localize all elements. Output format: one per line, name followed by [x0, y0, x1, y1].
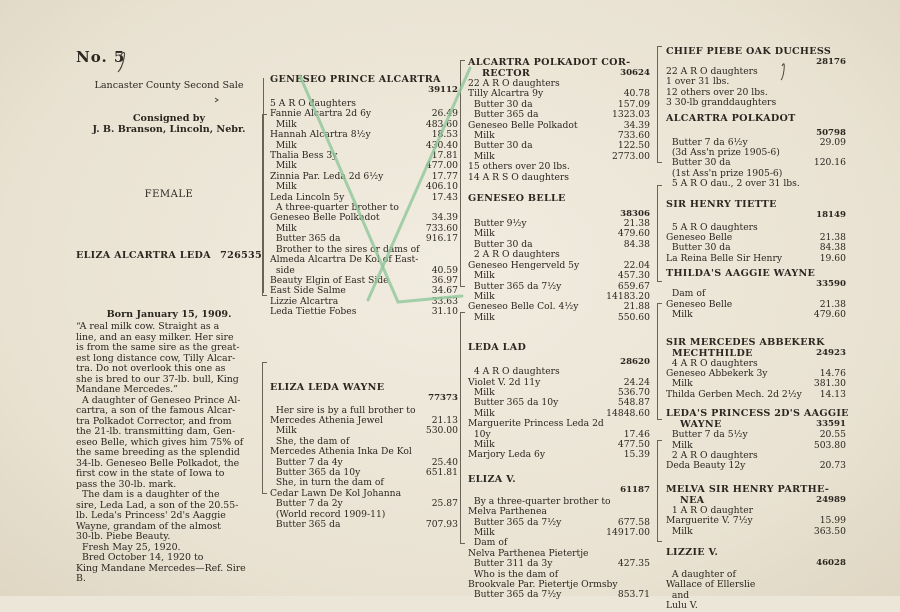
record-value: 21.38 — [819, 298, 846, 310]
record-label: Brother to the sires or dams of — [270, 243, 420, 255]
record-label: Butter 365 da — [270, 519, 341, 530]
record-label: Lulu V. — [666, 600, 698, 612]
record-value: 21.13 — [431, 414, 458, 426]
record-label: A three-quarter brother to — [270, 202, 399, 214]
record-value: 34.39 — [431, 212, 458, 224]
record-label: Butter 30 da — [468, 238, 533, 250]
record-label: Brookvale Par. Pietertje Ormsby — [468, 579, 618, 591]
record-label: Dam of — [666, 288, 706, 300]
a4-name: THILDA'S AAGGIE WAYNE — [666, 268, 816, 280]
sire-name: GENESEO PRINCE ALCARTRA — [270, 74, 441, 85]
record-label: Milk — [270, 181, 297, 193]
record-label: Butter 365 da — [270, 233, 341, 245]
record-label: Butter 311 da 3y — [468, 558, 553, 570]
record-label: Milk — [468, 290, 495, 302]
a3-number: 18149 — [816, 209, 846, 220]
record-label: Marguerite V. 7½y — [666, 515, 753, 527]
a6-number: 33591 — [816, 419, 846, 430]
record-label: East Side Salme — [270, 285, 346, 297]
record-label: Geneseo Belle — [666, 232, 733, 244]
record-value: 25.40 — [431, 456, 458, 468]
record-label: Who is the dam of — [468, 568, 559, 580]
record-value: 19.60 — [819, 252, 846, 264]
description-line: pass the 30-lb. mark. — [76, 478, 177, 490]
description-line: the 21-lb. transmitting dam, Gen- — [76, 426, 236, 437]
record-value: 33.63 — [431, 295, 458, 307]
record-label: Butter 365 da 7½y — [468, 589, 562, 601]
description-line: 30-lb. Piebe Beauty. — [76, 531, 171, 542]
record-value: 853.71 — [617, 589, 650, 601]
record-label: (1st Ass'n prize 1905-6) — [666, 167, 783, 179]
record-value: 34.67 — [431, 285, 458, 297]
record-label: Fannie Alcartra 2d 6y — [270, 108, 372, 120]
record-label: Milk — [270, 139, 297, 151]
a7-number: 24989 — [816, 494, 846, 505]
record-label: Milk — [270, 118, 297, 130]
record-label: Milk — [270, 160, 297, 172]
page-number: No. 5 — [76, 48, 126, 66]
description-line: sire, Leda Lad, a son of the 20.55- — [76, 499, 239, 511]
consignor: J. B. Branson, Lincoln, Nebr. — [92, 124, 246, 135]
description-line: is from the same sire as the great- — [76, 342, 240, 353]
record-value: 31.10 — [431, 306, 458, 318]
description-line: King Mandane Mercedes—Ref. Sire — [76, 562, 246, 574]
record-label: Wallace of Ellerslie — [666, 579, 756, 591]
record-label: side — [270, 264, 295, 276]
record-label: Milk — [270, 222, 297, 234]
record-label: Milk — [468, 386, 495, 398]
record-value: 477.00 — [425, 160, 458, 172]
record-label: Butter 30 da — [666, 157, 731, 169]
record-value: 733.60 — [425, 222, 458, 234]
consigned-label: Consigned by — [132, 113, 206, 124]
record-value: 18.53 — [431, 129, 458, 141]
record-label: Lizzie Alcartra — [270, 295, 339, 307]
a3-name: SIR HENRY TIETTE — [666, 198, 777, 210]
record-value: 477.50 — [617, 438, 650, 450]
record-value: 479.60 — [813, 309, 846, 321]
record-label: Mercedes Athenia Jewel — [270, 414, 383, 426]
description-line: first cow in the state of Iowa to — [76, 468, 225, 479]
record-value: 25.87 — [431, 498, 458, 510]
record-row — [666, 601, 846, 611]
record-label: Zinnia Par. Leda 2d 6½y — [270, 170, 384, 182]
record-label: Milk — [468, 527, 495, 538]
record-label: Mercedes Athenia Inka De Kol — [270, 446, 412, 458]
record-label: Milk — [468, 270, 495, 282]
record-label: 22 A R O daughters — [468, 78, 560, 89]
record-value: 406.10 — [425, 181, 458, 193]
lot-number: 726535 — [220, 250, 262, 261]
a2-number: 50798 — [816, 127, 846, 138]
record-label: 5 A R O daughters — [270, 98, 356, 109]
record-value: 120.16 — [813, 157, 846, 169]
description-line: the same breeding as the splendid — [76, 447, 240, 458]
record-label: A daughter of — [666, 568, 736, 580]
record-label: 22 A R O daughters — [666, 66, 758, 77]
record-value: 503.80 — [813, 439, 846, 451]
record-label: Deda Beauty 12y — [666, 460, 746, 472]
record-label: Milk — [666, 309, 693, 321]
record-value: 14848.60 — [606, 407, 650, 419]
description-line: “A real milk cow. Straight as a — [76, 321, 220, 332]
sale-title: Lancaster County Second Sale — [94, 80, 244, 91]
a5-number: 24923 — [816, 347, 846, 358]
a2-name: ALCARTRA POLKADOT — [666, 112, 796, 124]
description-line: A daughter of Geneseo Prince Al- — [76, 394, 241, 406]
record-value: 381.30 — [813, 378, 846, 390]
record-value: 21.38 — [819, 232, 846, 244]
record-label: Nelva Parthenea Pietertje — [468, 547, 589, 559]
record-value: 21.88 — [623, 301, 650, 313]
grandsire-number: 30624 — [620, 68, 650, 78]
record-label: Geneseo Belle Polkadot — [468, 119, 578, 131]
record-label: Butter 365 da 10y — [270, 466, 361, 478]
record-label: Milk — [666, 525, 693, 537]
record-value: 24.24 — [623, 376, 650, 388]
record-value: 36.97 — [431, 274, 458, 286]
a8-name: LIZZIE V. — [666, 546, 719, 558]
sire-number: 39112 — [428, 85, 458, 95]
record-value: 427.35 — [617, 558, 650, 570]
record-label: Geneseo Hengerveld 5y — [468, 259, 580, 271]
record-value: 26.49 — [431, 108, 458, 120]
record-value: 22.04 — [623, 259, 650, 271]
record-value: 29.09 — [819, 136, 846, 148]
description-line: cartra, a son of the famous Alcar- — [76, 405, 236, 416]
dam-dam-name: ELIZA V. — [468, 473, 516, 485]
record-label: Her sire is by a full brother to — [270, 404, 416, 416]
record-label: Marguerite Princess Leda 2d — [468, 418, 604, 430]
record-label: Milk — [666, 439, 693, 451]
record-label: 12 others over 20 lbs. — [666, 86, 768, 98]
record-label: 15 others over 20 lbs. — [468, 161, 570, 173]
a5-name: SIR MERCEDES ABBEKERK — [666, 336, 825, 348]
record-label: 3 30-lb granddaughters — [666, 97, 777, 109]
a4-number: 33590 — [816, 279, 846, 290]
dam-number: 77373 — [428, 392, 458, 403]
record-value: 916.17 — [425, 233, 458, 245]
record-label: Butter 365 da 10y — [468, 397, 559, 409]
record-label: 4 A R O daughters — [468, 366, 560, 378]
description-line: lb. Leda's Princess' 2d's Aaggie — [76, 510, 226, 521]
description-line: line, and an easy milker. Her sire — [76, 331, 234, 343]
record-label: 5 A R O dau., 2 over 31 lbs. — [666, 178, 800, 190]
born-date: Born January 15, 1909. — [106, 309, 232, 320]
description-line: eseo Belle, which gives him 75% of — [76, 436, 244, 448]
record-value: 17.77 — [431, 170, 458, 182]
record-label: Milk — [468, 228, 495, 240]
grandsire-name: ALCARTRA POLKADOT COR- — [468, 57, 631, 68]
record-value: 483.60 — [425, 118, 458, 130]
record-value: 707.93 — [425, 519, 458, 530]
record-value: 479.60 — [617, 228, 650, 240]
record-label: Almeda Alcartra De Kol of East- — [270, 254, 419, 266]
record-label: By a three-quarter brother to — [468, 495, 611, 507]
record-label: 2 A R O daughters — [666, 449, 758, 461]
record-value: 677.58 — [617, 516, 650, 528]
dam-dam-number: 61187 — [620, 484, 650, 495]
record-value: 550.60 — [617, 311, 650, 323]
a7-name-cont: NEA — [680, 494, 705, 506]
record-value: 659.67 — [617, 280, 650, 292]
record-label: Tilly Alcartra 9y — [468, 88, 544, 100]
description-line: 34-lb. Geneseo Belle Polkadot, the — [76, 457, 240, 469]
description-line: Wayne, grandam of the almost — [76, 520, 221, 532]
record-label: Thalia Bess 3y — [270, 150, 338, 162]
a1-name: CHIEF PIEBE OAK DUCHESS — [666, 46, 832, 57]
record-label: 4 A R O daughters — [666, 357, 758, 369]
record-label: Marjory Leda 6y — [468, 449, 546, 461]
record-label: Cedar Lawn De Kol Johanna — [270, 487, 402, 499]
a1-number: 28176 — [816, 57, 846, 67]
record-value: 40.59 — [431, 264, 458, 276]
description-line: est long distance cow, Tilly Alcar- — [76, 352, 236, 364]
dam-sire-name: LEDA LAD — [468, 342, 527, 354]
record-value: 84.38 — [623, 238, 650, 250]
lot-name: ELIZA ALCARTRA LEDA — [76, 250, 211, 261]
record-value: 14917.00 — [606, 527, 650, 538]
record-label: Butter 7 da 2y — [270, 498, 343, 510]
description-line: tra. Do not overlook this one as — [76, 363, 226, 374]
record-label: Milk — [468, 311, 495, 323]
description-line: Bred October 14, 1920 to — [76, 552, 204, 563]
granddam-name: GENESEO BELLE — [468, 193, 566, 205]
record-value: 14.76 — [819, 367, 846, 379]
dam-name: ELIZA LEDA WAYNE — [270, 381, 385, 393]
dam-sire-number: 28620 — [620, 357, 650, 368]
record-label: Hannah Alcartra 8½y — [270, 129, 371, 141]
record-label: Milk — [666, 378, 693, 390]
record-label: Butter 30 da — [666, 242, 731, 254]
record-label: Leda Lincoln 5y — [270, 191, 345, 203]
record-label: Butter 365 da — [468, 109, 539, 121]
record-value: 17.46 — [623, 428, 650, 440]
record-label: (World record 1909-11) — [270, 508, 386, 520]
record-label: Milk — [468, 438, 495, 450]
record-label: She, in turn the dam of — [270, 477, 384, 489]
record-label: Butter 365 da 7½y — [468, 516, 562, 528]
record-label: Butter 30 da — [468, 140, 533, 152]
grandsire-name-cont: RECTOR — [482, 68, 531, 79]
a7-name: MELVA SIR HENRY PARTHE- — [666, 483, 830, 495]
description-line: Fresh May 25, 1920. — [76, 541, 181, 553]
record-label: Butter 7 da 4y — [270, 456, 343, 468]
record-label: Dam of — [468, 537, 508, 549]
record-value: 430.40 — [425, 139, 458, 151]
record-label: Milk — [270, 425, 297, 437]
record-label: Geneseo Belle — [666, 298, 733, 310]
description-line: Mandane Mercedes.” — [76, 384, 178, 395]
record-label: 2 A R O daughters — [468, 249, 560, 261]
record-value: 15.39 — [623, 449, 650, 461]
record-label: Butter 7 da 5½y — [666, 429, 748, 441]
a6-name: LEDA'S PRINCESS 2D'S AAGGIE — [666, 408, 849, 420]
record-value: 733.60 — [617, 130, 650, 142]
record-label: 14 A R S O daughters — [468, 171, 569, 183]
record-label: Leda Tiettie Fobes — [270, 306, 357, 318]
record-value: 2773.00 — [612, 150, 650, 162]
record-label: Geneseo Abbekerk 3y — [666, 367, 768, 379]
record-label: Beauty Elgin of East Side — [270, 274, 389, 286]
record-value: 157.09 — [617, 98, 650, 110]
record-label: 5 A R O daughters — [666, 221, 758, 233]
record-label: and — [666, 589, 690, 601]
record-label: Milk — [468, 150, 495, 162]
record-value: 536.70 — [617, 386, 650, 398]
description-line: tra Polkadot Corrector, and from — [76, 415, 232, 427]
record-label: Milk — [468, 130, 495, 142]
record-value: 34.39 — [623, 119, 650, 131]
record-value: 651.81 — [425, 466, 458, 478]
record-label: 1 over 31 lbs. — [666, 76, 730, 88]
record-value: 14183.20 — [606, 290, 650, 302]
record-value: 40.78 — [623, 88, 650, 100]
record-value: 14.13 — [819, 388, 846, 400]
record-value: 548.87 — [617, 397, 650, 409]
record-value: 122.50 — [617, 140, 650, 152]
record-label: Thilda Gerben Mech. 2d 2½y — [666, 388, 802, 400]
description-line: she is bred to our 37-lb. bull, King — [76, 373, 239, 385]
a8-number: 46028 — [816, 557, 846, 568]
record-label: Melva Parthenea — [468, 506, 547, 518]
granddam-number: 38306 — [620, 209, 650, 220]
sex-label: FEMALE — [144, 189, 194, 200]
a5-name-cont: MECHTHILDE — [672, 347, 753, 359]
description-line: The dam is a daughter of the — [76, 489, 220, 500]
record-value: 530.00 — [425, 425, 458, 437]
record-value: 17.43 — [431, 191, 458, 203]
record-label: Milk — [468, 407, 495, 419]
record-label: La Reina Belle Sir Henry — [666, 252, 783, 264]
record-value: 1323.03 — [612, 109, 650, 121]
record-label: Butter 30 da — [468, 98, 533, 110]
record-label: 1 A R O daughter — [666, 504, 754, 516]
description-line: B. — [76, 573, 86, 584]
record-label: Geneseo Belle Col. 4½y — [468, 301, 579, 313]
record-value: 84.38 — [819, 242, 846, 254]
record-value: 21.38 — [623, 218, 650, 230]
record-label: Butter 7 da 6½y — [666, 136, 748, 148]
record-value: 363.50 — [813, 525, 846, 537]
a6-name-cont: WAYNE — [680, 419, 722, 431]
record-value: 17.81 — [431, 150, 458, 162]
record-value: 20.73 — [819, 460, 846, 472]
record-value: 20.55 — [819, 429, 846, 441]
record-label: 10y — [468, 428, 491, 440]
record-label: (3d Ass'n prize 1905-6) — [666, 147, 780, 159]
record-label: Butter 365 da 7½y — [468, 280, 562, 292]
record-label: Butter 9½y — [468, 218, 527, 230]
record-label: Violet V. 2d 11y — [468, 376, 541, 388]
record-label: She, the dam of — [270, 435, 350, 447]
record-value: 15.99 — [819, 515, 846, 527]
record-label: Geneseo Belle Polkadot — [270, 212, 380, 224]
record-value: 457.30 — [617, 270, 650, 282]
